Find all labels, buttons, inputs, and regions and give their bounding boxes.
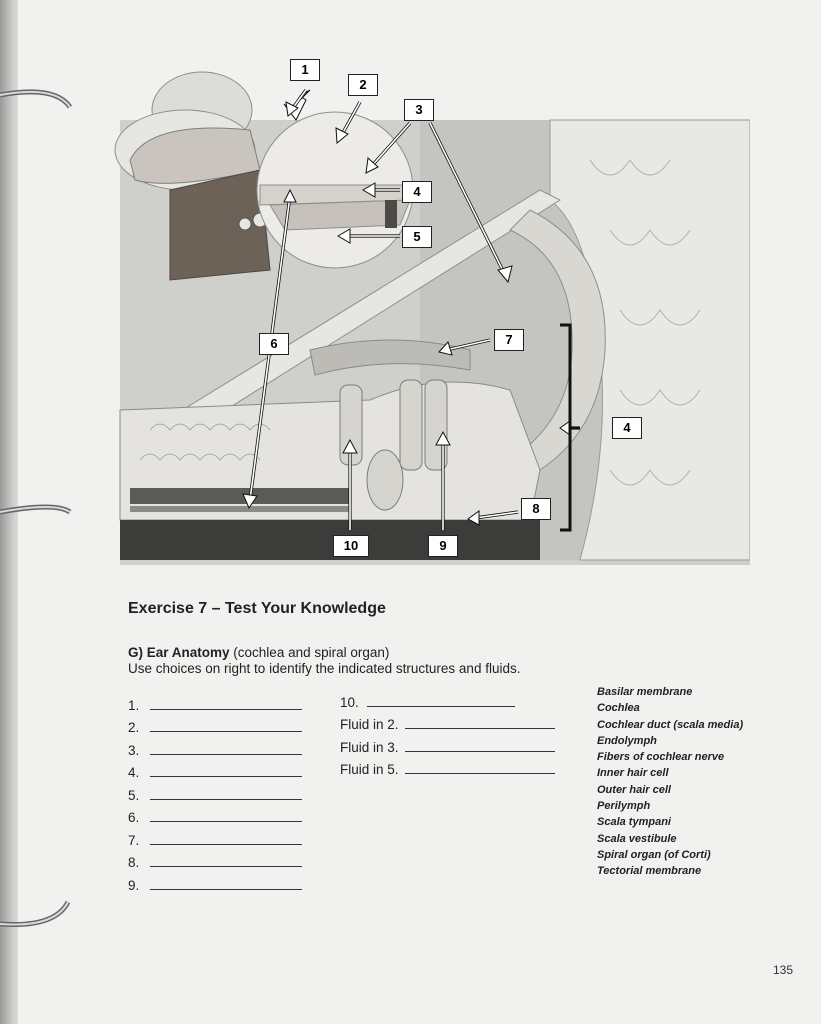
section-heading-note: (cochlea and spiral organ)	[233, 645, 390, 660]
answer-row	[128, 758, 302, 781]
answer-blank[interactable]	[150, 865, 302, 867]
choice-item: Fibers of cochlear nerve	[597, 751, 725, 764]
answer-blank[interactable]	[405, 727, 555, 729]
choice-item: Basilar membrane	[597, 686, 693, 698]
figure-label-5: 5	[402, 226, 432, 248]
answer-blank[interactable]	[367, 705, 515, 707]
answer-row	[128, 713, 302, 736]
figure-label-2: 2	[348, 74, 378, 96]
answer-row	[128, 825, 302, 848]
answer-row	[128, 848, 302, 871]
figure-label-9: 9	[428, 535, 458, 557]
answer-row	[128, 803, 302, 826]
page-number: 135	[773, 963, 794, 977]
answer-row	[128, 735, 302, 758]
answer-list-right	[340, 687, 555, 777]
answer-blank[interactable]	[150, 708, 302, 710]
choice-item: Cochlear duct (scala media)	[597, 718, 744, 731]
choice-item: Inner hair cell	[597, 767, 669, 780]
answer-number: Fluid in 5.	[340, 762, 399, 777]
answer-blank[interactable]	[405, 750, 555, 752]
answer-number: 7.	[128, 832, 140, 848]
section-heading	[128, 645, 389, 660]
answer-number: 4.	[128, 765, 140, 780]
answer-row	[340, 732, 555, 755]
binder-ring-middle	[0, 498, 80, 528]
answer-row	[340, 687, 555, 710]
choice-item: Outer hair cell	[597, 783, 671, 796]
answer-blank[interactable]	[150, 753, 302, 755]
answer-number: 2.	[128, 720, 140, 735]
answer-blank[interactable]	[150, 798, 302, 800]
answer-row	[128, 870, 302, 893]
binder-ring-top	[0, 85, 80, 115]
instructions: Use choices on right to identify the indicated structures and fluids.	[128, 661, 521, 676]
choice-item: Perilymph	[597, 800, 651, 813]
choice-item: Endolymph	[597, 734, 657, 747]
figure-label-8: 8	[521, 498, 551, 520]
choice-item: Scala tympani	[597, 816, 671, 829]
answer-blank[interactable]	[150, 775, 302, 777]
answer-number: 6.	[128, 810, 140, 825]
answer-list-left	[128, 690, 302, 893]
answer-number: 9.	[128, 877, 140, 893]
figure-label-1: 1	[290, 59, 320, 81]
binder-ring-bottom	[0, 900, 80, 930]
answer-number: 5.	[128, 787, 140, 803]
answer-number: 10.	[340, 694, 359, 710]
answer-blank[interactable]	[150, 730, 302, 732]
figure-label-4-lower: 4	[612, 417, 642, 439]
section-heading-bold: G) Ear Anatomy	[128, 645, 230, 660]
answer-blank[interactable]	[150, 820, 302, 822]
answer-number: Fluid in 2.	[340, 717, 399, 732]
choice-list	[597, 684, 743, 880]
answer-number: Fluid in 3.	[340, 739, 399, 755]
figure-label-7: 7	[494, 329, 524, 351]
answer-blank[interactable]	[405, 772, 555, 774]
figure-label-3: 3	[404, 99, 434, 121]
figure-label-4-upper: 4	[402, 181, 432, 203]
answer-row	[128, 780, 302, 803]
answer-row	[128, 690, 302, 713]
figure-label-10: 10	[333, 535, 369, 557]
answer-blank[interactable]	[150, 888, 302, 890]
choice-item: Spiral organ (of Corti)	[597, 848, 711, 861]
answer-blank[interactable]	[150, 843, 302, 845]
cochlea-diagram	[110, 50, 750, 570]
choice-item: Scala vestibule	[597, 832, 677, 845]
choice-item: Cochlea	[597, 702, 640, 715]
figure-label-6: 6	[259, 333, 289, 355]
exercise-title: Exercise 7 – Test Your Knowledge	[128, 600, 386, 617]
answer-number: 8.	[128, 855, 140, 870]
answer-number: 3.	[128, 742, 140, 758]
answer-row	[340, 755, 555, 778]
answer-number: 1.	[128, 697, 140, 713]
answer-row	[340, 710, 555, 733]
choice-item: Tectorial membrane	[597, 865, 702, 878]
